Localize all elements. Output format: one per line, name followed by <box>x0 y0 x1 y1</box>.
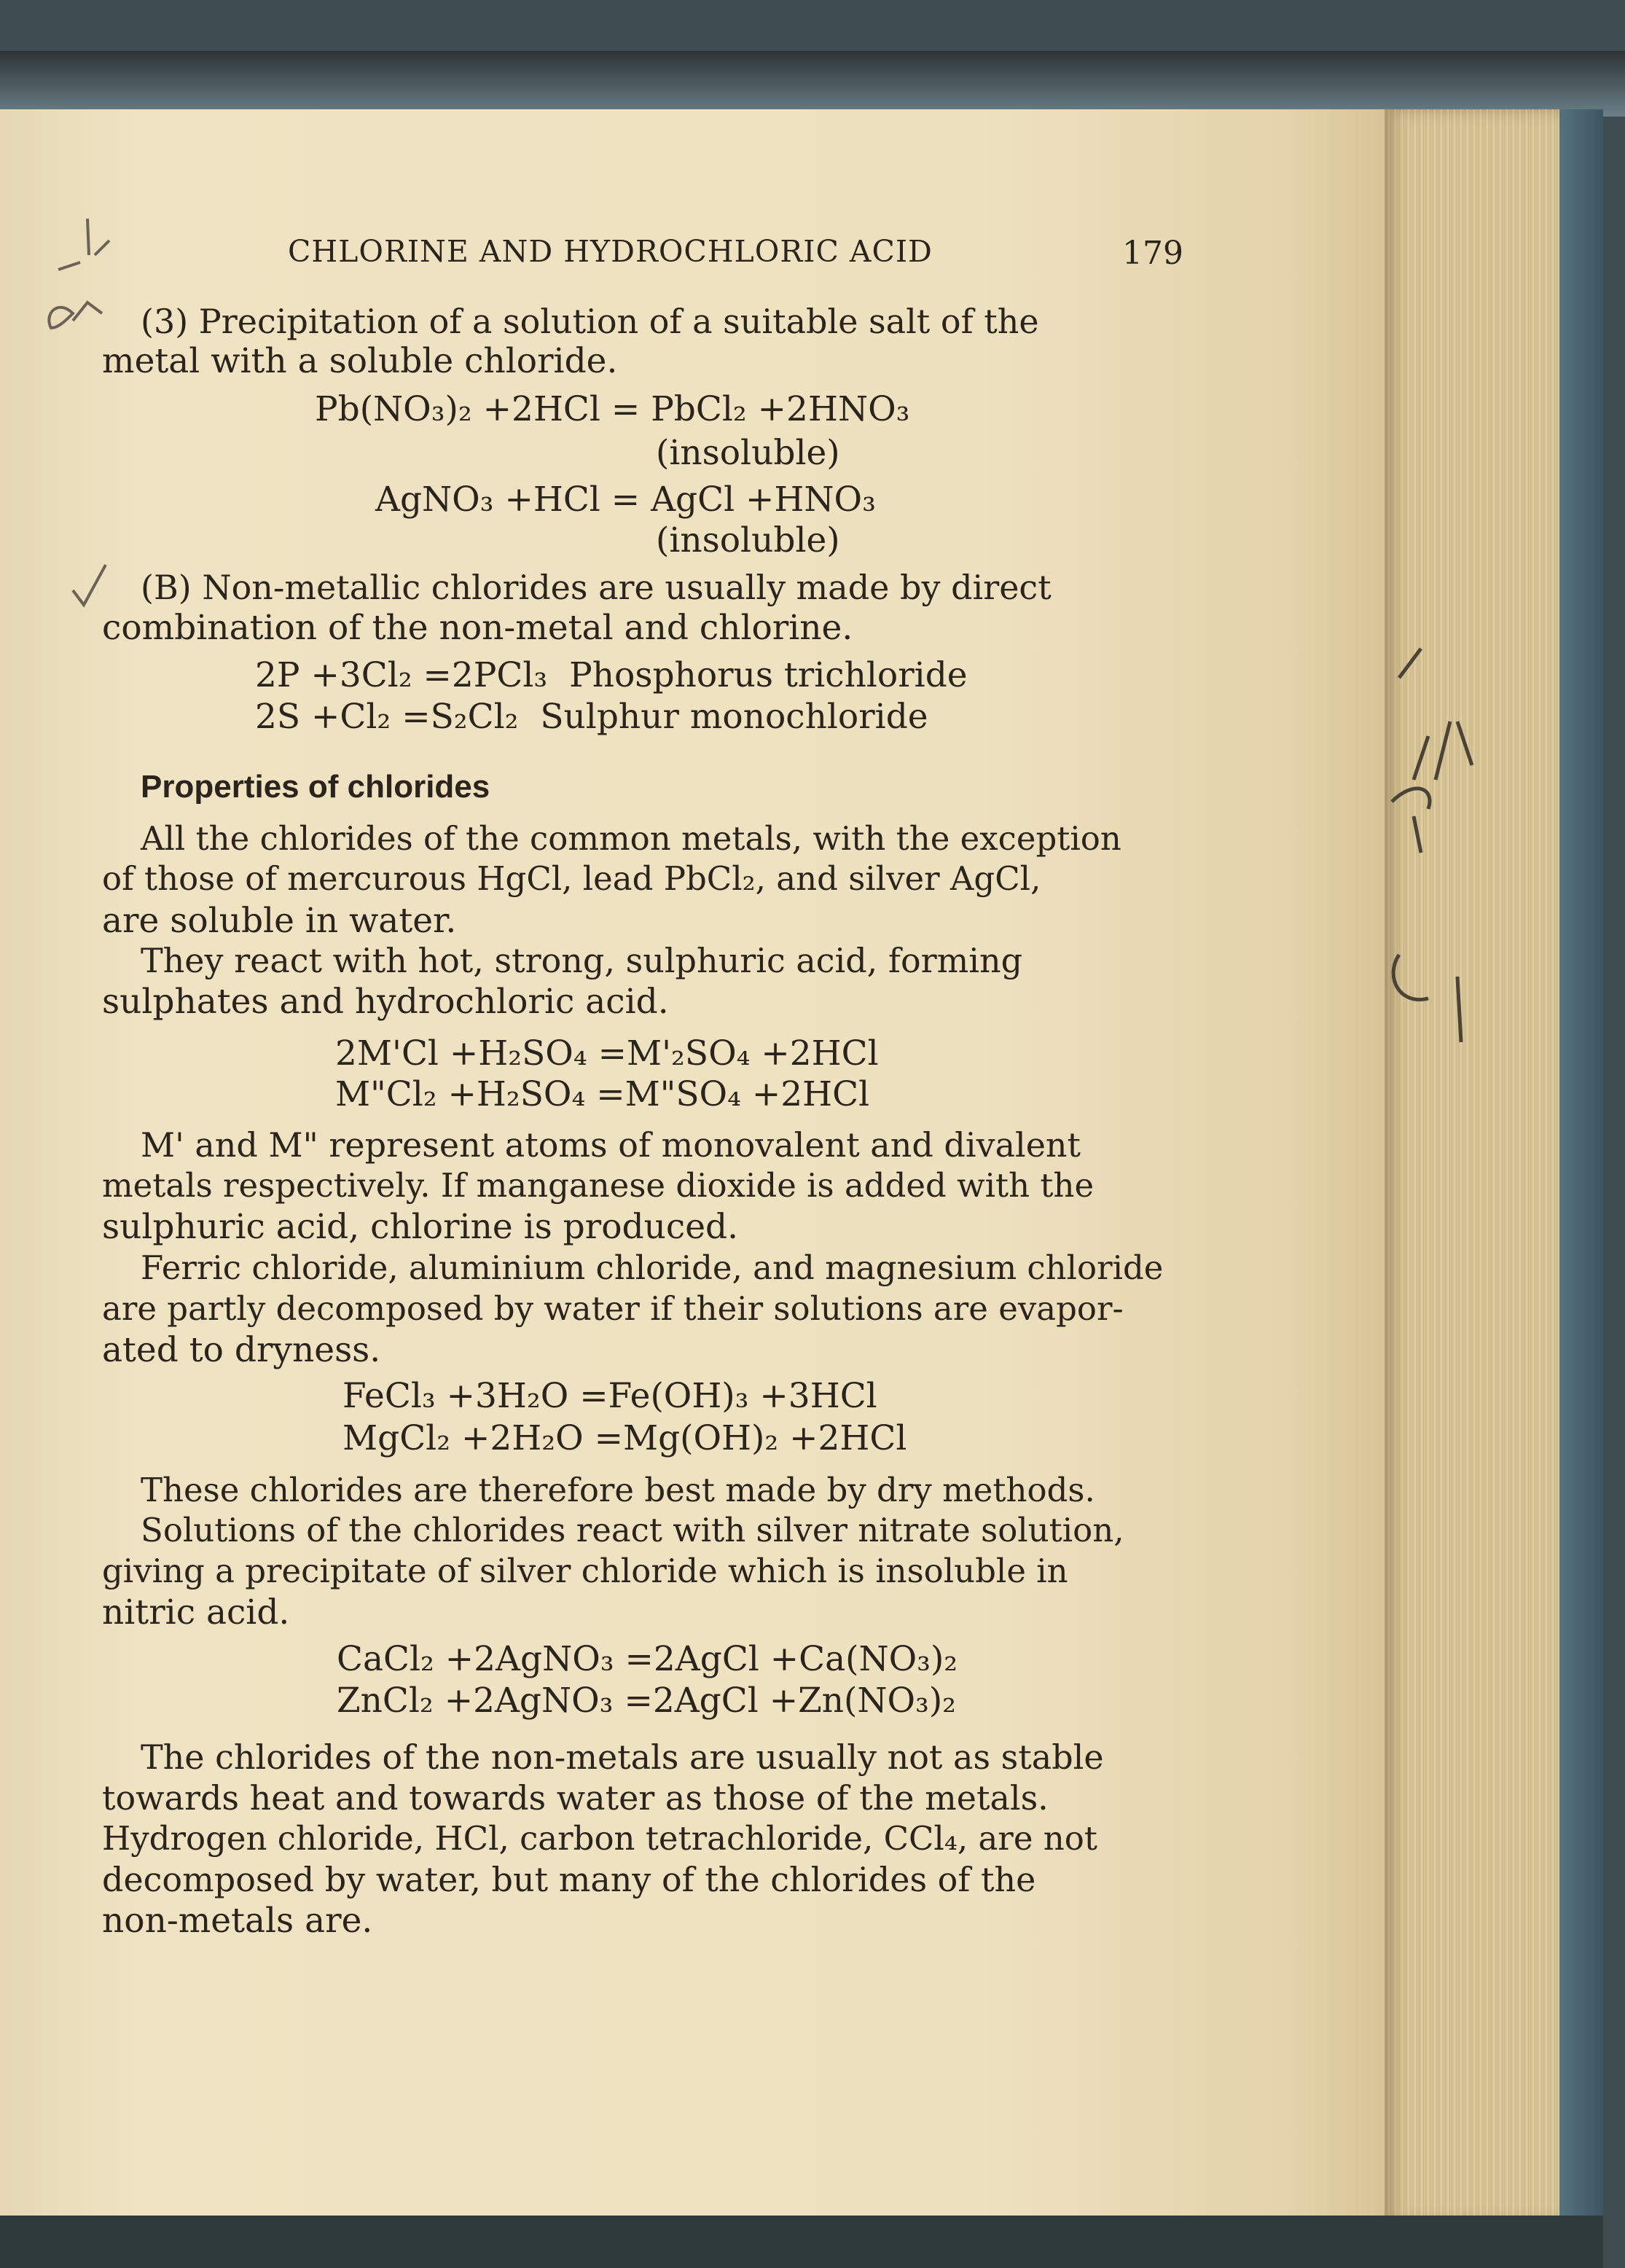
text-line: M' and M" represent atoms of monovalent and divalent <box>141 1125 1081 1165</box>
text-line: They react with hot, strong, sulphuric acid, forming <box>141 941 1023 980</box>
equation-note: (insoluble) <box>656 520 840 560</box>
text-line: These chlorides are therefore best made by dry methods. <box>141 1471 1095 1509</box>
text-line: ated to dryness. <box>102 1330 381 1370</box>
section-heading: Properties of chlorides <box>141 769 490 805</box>
equation-line: AgNO₃ +HCl = AgCl +HNO₃ <box>375 480 876 520</box>
text-line: decomposed by water, but many of the chlorides of the <box>102 1860 1036 1899</box>
text-line: are soluble in water. <box>102 901 457 941</box>
equation-line: M"Cl₂ +H₂SO₄ =M"SO₄ +2HCl <box>335 1074 870 1114</box>
equation-line: MgCl₂ +2H₂O =Mg(OH)₂ +2HCl <box>342 1418 907 1458</box>
text-line: giving a precipitate of silver chloride which is insoluble in <box>102 1552 1068 1590</box>
running-title: CHLORINE AND HYDROCHLORIC ACID <box>288 234 933 269</box>
text-line: non-metals are. <box>102 1901 373 1941</box>
text-line: metals respectively. If manganese dioxide is added with the <box>102 1166 1095 1205</box>
equation-line: ZnCl₂ +2AgNO₃ =2AgCl +Zn(NO₃)₂ <box>337 1681 957 1721</box>
text-line: sulphates and hydrochloric acid. <box>102 982 669 1022</box>
text-line: (3) Precipitation of a solution of a suitable salt of the <box>141 302 1039 341</box>
text-line: Solutions of the chlorides react with silver nitrate solution, <box>141 1511 1124 1549</box>
equation-line: FeCl₃ +3H₂O =Fe(OH)₃ +3HCl <box>342 1376 877 1416</box>
text-line: nitric acid. <box>102 1592 290 1632</box>
cover-spine <box>1559 109 1603 2223</box>
text-line: combination of the non-metal and chlorine. <box>102 608 853 648</box>
page-edges <box>1385 109 1567 2223</box>
equation-line: Pb(NO₃)₂ +2HCl = PbCl₂ +2HNO₃ <box>315 389 910 429</box>
text-line: of those of mercurous HgCl, lead PbCl₂, and silver AgCl, <box>102 859 1041 898</box>
bottom-shadow <box>0 2216 1603 2268</box>
page-number: 179 <box>1122 235 1183 272</box>
equation-line: 2S +Cl₂ =S₂Cl₂ Sulphur monochloride <box>255 697 928 737</box>
text-line: Ferric chloride, aluminium chloride, and magnesium chloride <box>141 1248 1164 1287</box>
text-line: The chlorides of the non-metals are usually not as stable <box>141 1737 1104 1777</box>
pencil-check-mark-icon <box>44 211 146 364</box>
text-line: are partly decomposed by water if their solutions are evapor- <box>102 1289 1124 1328</box>
text-line: (B) Non-metallic chlorides are usually made by direct <box>141 568 1052 607</box>
text-line: metal with a soluble chloride. <box>102 341 618 381</box>
text-line: All the chlorides of the common metals, with the exception <box>141 819 1121 858</box>
equation-line: CaCl₂ +2AgNO₃ =2AgCl +Ca(NO₃)₂ <box>337 1639 958 1679</box>
pencil-check-mark-icon <box>69 561 113 612</box>
equation-line: 2M'Cl +H₂SO₄ =M'₂SO₄ +2HCl <box>335 1033 879 1074</box>
equation-note: (insoluble) <box>656 433 840 473</box>
text-line: sulphuric acid, chlorine is produced. <box>102 1207 739 1247</box>
text-line: towards heat and towards water as those of the metals. <box>102 1778 1049 1818</box>
pencil-margin-marks-icon <box>1370 634 1494 1057</box>
text-line: Hydrogen chloride, HCl, carbon tetrachloride, CCl₄, are not <box>102 1819 1097 1858</box>
cover-top-edge <box>0 51 1625 117</box>
equation-line: 2P +3Cl₂ =2PCl₃ Phosphorus trichloride <box>255 655 968 695</box>
